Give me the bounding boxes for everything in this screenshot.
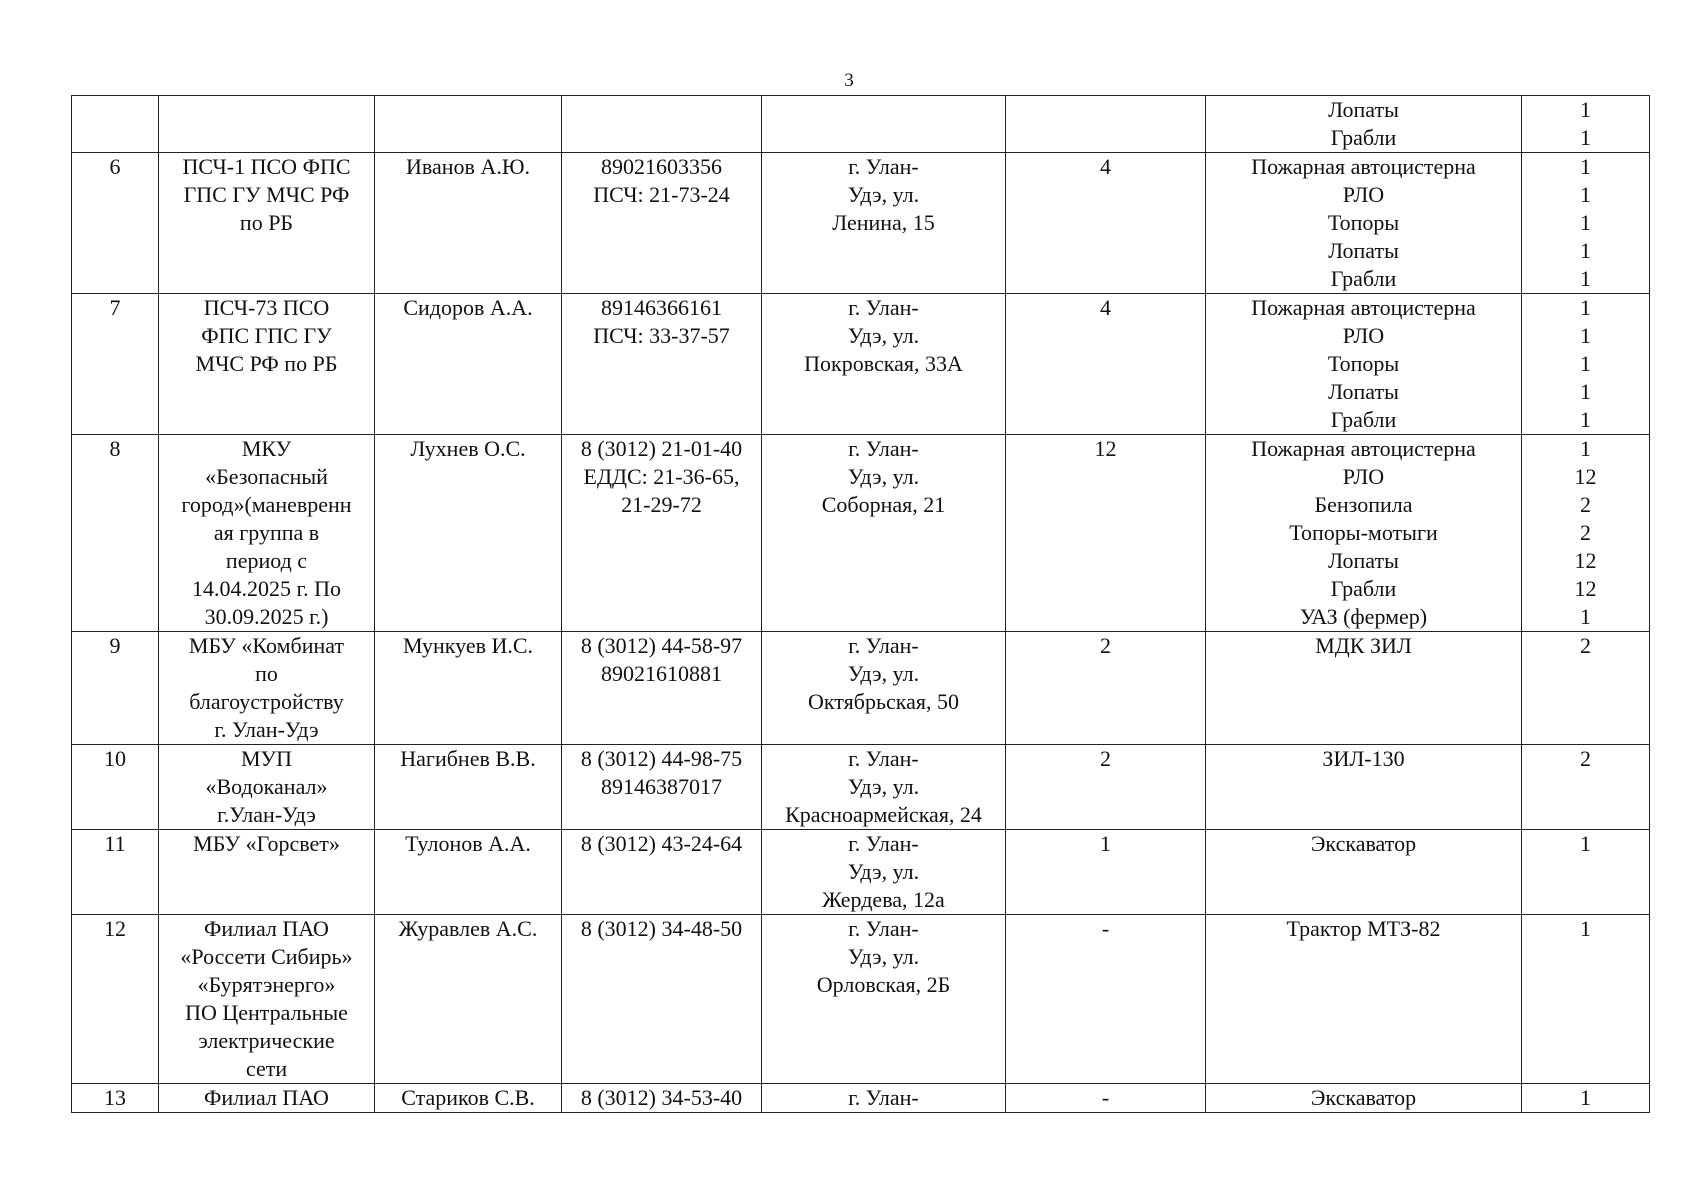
cell-line: МКУ xyxy=(241,436,292,461)
quantity-cell xyxy=(1522,745,1650,830)
table-row xyxy=(72,294,1650,435)
cell-line: Экскаватор xyxy=(1310,1085,1417,1110)
row-number-cell xyxy=(72,153,159,294)
organization-cell xyxy=(159,294,375,435)
cell-line: г. Улан- xyxy=(848,436,919,461)
cell-line: 1 xyxy=(1580,154,1591,179)
cell-line: г. Улан-Удэ xyxy=(214,717,319,742)
cell-line: 89021610881 xyxy=(601,661,722,686)
quantity-cell xyxy=(1522,915,1650,1084)
cell-line: Удэ, ул. xyxy=(847,323,920,348)
cell-text: 12 xyxy=(1094,436,1117,461)
cell-line: ГПС ГУ МЧС РФ xyxy=(183,182,350,207)
cell-line: город»(маневренн xyxy=(181,492,352,517)
table-row xyxy=(72,153,1650,294)
cell-line: Красноармейская, 24 xyxy=(785,802,982,827)
cell-line: Удэ, ул. xyxy=(847,661,920,686)
equipment-cell xyxy=(1206,632,1522,745)
cell-text: 9 xyxy=(109,633,121,658)
address-cell xyxy=(762,915,1006,1084)
cell-line: Грабли xyxy=(1330,576,1397,601)
cell-line: 8 (3012) 44-98-75 xyxy=(580,746,743,771)
cell-line: по РБ xyxy=(239,210,294,235)
cell-text: 4 xyxy=(1100,295,1111,320)
organization-cell xyxy=(159,1084,375,1113)
cell-text: - xyxy=(1101,1085,1110,1110)
cell-line: 1 xyxy=(1580,1085,1591,1110)
cell-line: Экскаватор xyxy=(1310,831,1417,856)
cell-line: РЛО xyxy=(1342,323,1385,348)
quantity-cell xyxy=(1522,1084,1650,1113)
equipment-cell xyxy=(1206,915,1522,1084)
cell-line: 1 xyxy=(1580,97,1591,122)
cell-text: Сидоров А.А. xyxy=(403,295,533,320)
address-cell xyxy=(762,830,1006,915)
cell-line: г. Улан- xyxy=(848,746,919,771)
cell-line: 1 xyxy=(1580,436,1591,461)
cell-line: 12 xyxy=(1574,464,1597,489)
address-cell xyxy=(762,153,1006,294)
cell-line: г. Улан- xyxy=(848,295,919,320)
cell-line: 21-29-72 xyxy=(621,492,702,517)
address-cell xyxy=(762,294,1006,435)
cell-text: - xyxy=(1101,916,1110,941)
cell-text: 10 xyxy=(104,746,126,771)
cell-line: период с xyxy=(225,548,308,573)
row-number-cell xyxy=(72,632,159,745)
table-row xyxy=(72,1084,1650,1113)
head-name-cell xyxy=(375,435,562,632)
quantity-cell xyxy=(1522,435,1650,632)
cell-line: Бензопила xyxy=(1314,492,1413,517)
cell-text: 6 xyxy=(109,154,121,179)
cell-line: «Безопасный xyxy=(205,464,328,489)
personnel-count-cell xyxy=(1006,915,1206,1084)
cell-line: 30.09.2025 г.) xyxy=(204,604,329,629)
head-name-cell xyxy=(375,153,562,294)
cell-line: Грабли xyxy=(1330,266,1397,291)
cell-text: Мункуев И.С. xyxy=(402,633,534,658)
equipment-cell xyxy=(1206,1084,1522,1113)
cell-line: 8 (3012) 34-53-40 xyxy=(580,1085,743,1110)
cell-line: Пожарная автоцистерна xyxy=(1251,295,1476,320)
quantity-cell xyxy=(1522,632,1650,745)
cell-line: г. Улан- xyxy=(848,633,919,658)
cell-line: Грабли xyxy=(1330,125,1397,150)
cell-line: 1 xyxy=(1580,831,1591,856)
cell-text: 11 xyxy=(104,831,126,856)
row-number-cell xyxy=(72,1084,159,1113)
cell-text: 8 xyxy=(109,436,121,461)
personnel-count-cell xyxy=(1006,830,1206,915)
row-number-cell xyxy=(72,745,159,830)
cell-line: ПСЧ: 21-73-24 xyxy=(593,182,730,207)
cell-text: Журавлев А.С. xyxy=(398,916,538,941)
row-number-cell xyxy=(72,830,159,915)
cell-line: 89021603356 xyxy=(601,154,722,179)
cell-line: МБУ «Горсвет» xyxy=(193,831,340,856)
cell-line: 14.04.2025 г. По xyxy=(192,576,341,601)
cell-line: 1 xyxy=(1580,125,1591,150)
cell-line: Удэ, ул. xyxy=(847,774,920,799)
page-number: 3 xyxy=(844,70,854,91)
personnel-count-cell xyxy=(1006,96,1206,153)
cell-line: 89146387017 xyxy=(601,774,722,799)
head-name-cell xyxy=(375,915,562,1084)
row-number-cell xyxy=(72,915,159,1084)
cell-line: Лопаты xyxy=(1328,548,1399,573)
cell-line: ФПС ГПС ГУ xyxy=(201,323,332,348)
organization-cell xyxy=(159,915,375,1084)
equipment-table xyxy=(71,95,1650,1113)
cell-line: ЕДДС: 21-36-65, xyxy=(583,464,740,489)
cell-line: 2 xyxy=(1580,492,1591,517)
cell-line: УАЗ (фермер) xyxy=(1299,604,1428,629)
cell-line: РЛО xyxy=(1342,464,1385,489)
cell-line: МЧС РФ по РБ xyxy=(195,351,338,376)
table-row xyxy=(72,915,1650,1084)
cell-line: Топоры xyxy=(1327,351,1400,376)
cell-line: Соборная, 21 xyxy=(821,492,946,517)
cell-line: Лопаты xyxy=(1328,379,1399,404)
equipment-cell xyxy=(1206,435,1522,632)
phone-cell xyxy=(562,1084,762,1113)
phone-cell xyxy=(562,915,762,1084)
phone-cell xyxy=(562,632,762,745)
equipment-cell xyxy=(1206,96,1522,153)
organization-cell xyxy=(159,830,375,915)
head-name-cell xyxy=(375,1084,562,1113)
cell-text: 12 xyxy=(104,916,126,941)
cell-line: 1 xyxy=(1580,351,1591,376)
cell-line: по xyxy=(255,661,278,686)
cell-line: 12 xyxy=(1574,548,1597,573)
cell-line: ПСЧ: 33-37-57 xyxy=(593,323,730,348)
cell-line: 1 xyxy=(1580,295,1591,320)
cell-text: 13 xyxy=(104,1085,126,1110)
head-name-cell xyxy=(375,745,562,830)
cell-line: 2 xyxy=(1580,633,1591,658)
cell-line: Топоры-мотыги xyxy=(1289,520,1438,545)
cell-line: 8 (3012) 44-58-97 xyxy=(580,633,743,658)
address-cell xyxy=(762,1084,1006,1113)
cell-line: МДК ЗИЛ xyxy=(1315,633,1412,658)
phone-cell xyxy=(562,153,762,294)
cell-line: 8 (3012) 43-24-64 xyxy=(580,831,743,856)
address-cell xyxy=(762,96,1006,153)
cell-line: Удэ, ул. xyxy=(847,464,920,489)
cell-text: Лухнев О.С. xyxy=(410,436,526,461)
quantity-cell xyxy=(1522,96,1650,153)
address-cell xyxy=(762,632,1006,745)
cell-line: Филиал ПАО xyxy=(204,1085,329,1110)
cell-text: Нагибнев В.В. xyxy=(400,746,536,771)
cell-line: 1 xyxy=(1580,407,1591,432)
cell-line: МБУ «Комбинат xyxy=(188,633,345,658)
phone-cell xyxy=(562,745,762,830)
head-name-cell xyxy=(375,96,562,153)
cell-text: 4 xyxy=(1100,154,1111,179)
table-row xyxy=(72,745,1650,830)
phone-cell xyxy=(562,435,762,632)
cell-text: 2 xyxy=(1100,746,1111,771)
cell-line: Удэ, ул. xyxy=(847,182,920,207)
personnel-count-cell xyxy=(1006,745,1206,830)
cell-line: Филиал ПАО xyxy=(204,916,329,941)
cell-line: 8 (3012) 21-01-40 xyxy=(580,436,743,461)
cell-line: ЗИЛ-130 xyxy=(1322,746,1405,771)
quantity-cell xyxy=(1522,830,1650,915)
cell-line: 12 xyxy=(1574,576,1597,601)
personnel-count-cell xyxy=(1006,632,1206,745)
cell-line: Лопаты xyxy=(1328,238,1399,263)
cell-line: 1 xyxy=(1580,604,1591,629)
row-number-cell xyxy=(72,294,159,435)
cell-line: Пожарная автоцистерна xyxy=(1251,436,1476,461)
cell-line: 1 xyxy=(1580,266,1591,291)
cell-line: 2 xyxy=(1580,746,1591,771)
cell-line: Ленина, 15 xyxy=(832,210,935,235)
cell-text: 7 xyxy=(109,295,121,320)
equipment-cell xyxy=(1206,294,1522,435)
cell-line: Топоры xyxy=(1327,210,1400,235)
cell-line: Жердева, 12а xyxy=(822,887,945,912)
cell-text: Стариков С.В. xyxy=(401,1085,535,1110)
cell-line: ПСЧ-1 ПСО ФПС xyxy=(182,154,351,179)
cell-line: Пожарная автоцистерна xyxy=(1251,154,1476,179)
personnel-count-cell xyxy=(1006,294,1206,435)
cell-line: «Россети Сибирь» xyxy=(180,944,353,969)
head-name-cell xyxy=(375,294,562,435)
address-cell xyxy=(762,435,1006,632)
cell-line: Лопаты xyxy=(1328,97,1399,122)
cell-line: РЛО xyxy=(1342,182,1385,207)
equipment-cell xyxy=(1206,153,1522,294)
cell-line: 8 (3012) 34-48-50 xyxy=(580,916,743,941)
cell-line: Грабли xyxy=(1330,407,1397,432)
cell-line: 1 xyxy=(1580,210,1591,235)
cell-line: 1 xyxy=(1580,379,1591,404)
head-name-cell xyxy=(375,830,562,915)
table-row xyxy=(72,632,1650,745)
equipment-cell xyxy=(1206,745,1522,830)
cell-line: 2 xyxy=(1580,520,1591,545)
cell-line: Октябрьская, 50 xyxy=(808,689,959,714)
cell-line: г. Улан- xyxy=(848,916,919,941)
cell-line: ПО Центральные xyxy=(185,1000,348,1025)
cell-line: МУП xyxy=(240,746,293,771)
cell-line: ПСЧ-73 ПСО xyxy=(203,295,330,320)
personnel-count-cell xyxy=(1006,435,1206,632)
cell-line: г. Улан- xyxy=(848,1085,919,1110)
cell-line: г.Улан-Удэ xyxy=(217,802,316,827)
cell-line: 1 xyxy=(1580,916,1591,941)
phone-cell xyxy=(562,96,762,153)
cell-line: 1 xyxy=(1580,323,1591,348)
table-row xyxy=(72,96,1650,153)
cell-text: Тулонов А.А. xyxy=(405,831,531,856)
cell-line: г. Улан- xyxy=(848,831,919,856)
cell-line: сети xyxy=(245,1056,288,1081)
phone-cell xyxy=(562,830,762,915)
cell-line: Трактор МТЗ-82 xyxy=(1286,916,1441,941)
head-name-cell xyxy=(375,632,562,745)
table-row xyxy=(72,830,1650,915)
cell-line: г. Улан- xyxy=(848,154,919,179)
cell-line: Удэ, ул. xyxy=(847,944,920,969)
cell-line: 1 xyxy=(1580,182,1591,207)
row-number-cell xyxy=(72,96,159,153)
cell-text: 2 xyxy=(1100,633,1111,658)
organization-cell xyxy=(159,435,375,632)
phone-cell xyxy=(562,294,762,435)
personnel-count-cell xyxy=(1006,153,1206,294)
cell-line: ая группа в xyxy=(213,520,320,545)
cell-line: 89146366161 xyxy=(601,295,722,320)
cell-line: электрические xyxy=(198,1028,335,1053)
table-row xyxy=(72,435,1650,632)
personnel-count-cell xyxy=(1006,1084,1206,1113)
address-cell xyxy=(762,745,1006,830)
quantity-cell xyxy=(1522,153,1650,294)
organization-cell xyxy=(159,745,375,830)
quantity-cell xyxy=(1522,294,1650,435)
organization-cell xyxy=(159,153,375,294)
organization-cell xyxy=(159,96,375,153)
cell-line: Орловская, 2Б xyxy=(816,972,951,997)
cell-line: благоустройству xyxy=(189,689,344,714)
cell-line: «Бурятэнерго» xyxy=(197,972,336,997)
organization-cell xyxy=(159,632,375,745)
cell-line: Покровская, 33А xyxy=(804,351,963,376)
equipment-cell xyxy=(1206,830,1522,915)
cell-line: 1 xyxy=(1580,238,1591,263)
cell-text: 1 xyxy=(1100,831,1111,856)
row-number-cell xyxy=(72,435,159,632)
cell-line: Удэ, ул. xyxy=(847,859,920,884)
cell-text: Иванов А.Ю. xyxy=(406,154,530,179)
cell-line: «Водоканал» xyxy=(205,774,328,799)
